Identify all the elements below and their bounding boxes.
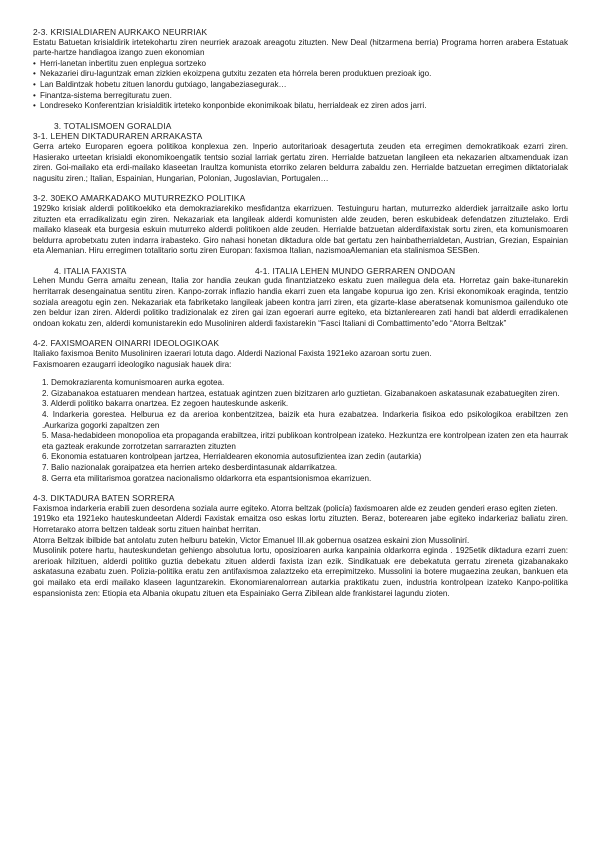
list-item: • Finantza-sistema berregituratu zuen.	[33, 91, 568, 102]
section-2-3-intro: Estatu Batuetan krisialdirik irtetekohartu ziren neurriek arazoak areagotu zituzten. New Deal (hitzarmena berria) Programa horren arabera Estatuak parte-hartze handiagoa izango zuen ekonomian	[33, 37, 568, 58]
list-item: 6. Ekonomia estatuaren kontrolpean jartzea, Herrialdearen ekonomia autosufizientea izan zedin (autarkia)	[42, 452, 422, 462]
section-4-1-text: Lehen Mundu Gerra amaitu zenean, Italia zor handia zeukan guda finantziatzeko eskatu zuen mailegua dela eta. Horretaz gain bake-itunarekin herritarrak desengainatua sentitu ziren. Kanpo-zorrak inflazio handia ekarri zuen eta langabe kopurua igo zen. Krisi ekonomikoak eraginda, tentzio soziala areagotu egin zen. Nekazariak eta fabriketako langileak jabeen kontra jarri ziren, eta gizarte-klase aberatsenak komunismoa gailenduko ote zen beldur izan ziren. Alderdi politiko tradizionalak ez ziren gai izan egoerari aurre egiteko, eta biztanlerearen zati handi bat alderdi erradikalenen ondoan kokatu zen, alderdi komunistarekin edo Musoliniren alderdi faxistarekin “Fasci Italiani di Combattimento”edo “Atorra Beltzak”	[33, 276, 568, 328]
section-4-2-heading: 4-2. FAXISMOAREN OINARRI IDEOLOGIKOAK	[33, 338, 220, 349]
list-item: 3. Alderdi politiko bakarra onartzea. Ez zegoen hauteskunde askerik.	[42, 399, 289, 409]
section-4-3-para: Musolinik potere hartu, hauteskundetan gehiengo absolutua lortu, oposizioaren aurka kanpainia oldarkorra eginda . 1925etik diktadura ezarri zuen: arerioak hilzituen, alderdi politiko guztia debekatu zituen alderdi faxista izan ezik. Sindikatuak ere debekatuta gerratu zireneta gizabanakako askatasuna ezabatu zuen. Polizia-politika eratu zen antifaxismoa zalaztzeko eta errepimitzeko. Mussolini ia botere mugaezina zeukan, bankuen eta goi mailako eta erdi mailako klaseen laguntzarekin. Ekonomiarenalorrean autarkia praktikatu zuen, industria kontrolpean izateko Kanpo-politika espansionista zen: Etiopia eta Albania okupatu zituen eta Espainiako Gerra Zibilean alde frankistarei lagundu zioten.	[33, 546, 568, 598]
list-item: • Nekazariei diru-laguntzak eman zizkien ekoizpena gutxitu zezaten eta hórrela beren produktuen prezioak igo.	[33, 69, 568, 80]
section-3-1-heading: 3-1. LEHEN DIKTADURAREN ARRAKASTA	[33, 131, 203, 142]
section-3-title: 3. TOTALISMOEN GORALDIA	[54, 120, 172, 131]
section-4-title: 4. ITALIA FAXISTA	[54, 265, 127, 276]
section-4-2-intro: Italiako faxismoa Benito Musoliniren izaerari lotuta dago. Alderdi Nazional Faxista 1921eko azaroan sortu zuen.	[33, 349, 432, 359]
list-item: • Herri-lanetan inbertitu zuen enplegua sortzeko	[33, 59, 568, 70]
list-item: • Lan Baldintzak hobetu zituen lanordu gutxiago, langabeziasegurak…	[33, 80, 568, 91]
section-4-3-para: 1919ko eta 1921eko hauteskundeetan Alderdi Faxistak emaitza oso eskas lortu zituzten. Beraz, boterearen jabe egiteko indarkeriaz baliatu ziren. Horretarako atorra beltzen taldeak sortu zituen hainbat herritan.	[33, 514, 568, 534]
list-item: 2. Gizabanakoa estatuaren mendean hartzea, estatuak agintzen zuen bizitzaren arlo guztietan. Gizabanakoen askatasunak ezabatuegiten ziren.	[42, 388, 560, 398]
list-item: 4. Indarkeria gorestea. Helburua ez da arerioa konbentzitzea, baizik eta hura ezabatzea. Indarkeria fisikoa edo psikologikoa erabiltzen zen .Aurkariza gogorki zapaltzen zen	[42, 410, 568, 430]
section-4-3-para: Atorra Beltzak ibilbide bat antolatu zuten helburu batekin, Victor Emanuel III.ak gobernua osatzea eskaini zion Mussolinirí.	[33, 535, 470, 545]
list-item: • Londreseko Konferentzian krisialditik irteteko konponbide ekonimikoak bilatu, herrialdeak ez ziren ados jarri.	[33, 101, 568, 112]
list-item: 5. Masa-hedabideen monopolioa eta propaganda erabiltzea, iritzi publikoan kontrolpean izateko. Hezkuntza ere kontrolpean izaten zen eta haurrak eta gazteak erakunde zorrotzetan sarrarazten zituzten	[42, 431, 568, 451]
list-item: 8. Gerra eta militarismoa goratzea nacionalismo oldarkorra eta espantsionismoa ekarrizuen.	[42, 473, 372, 483]
list-item: 7. Balio nazionalak goraipatzea eta herrien artekо desberdintasunak aldarrikatzea.	[42, 462, 338, 472]
section-3-1-text: Gerra arteko Europaren egoera politikoa konplexua zen. Inperio autoritarioak desagertuta zeuden eta erregimen demokratikoak ezarri ziren. Hasierako urteetan krisialdi ekonomikoengatik tentsio sozial larriak gertatu ziren. Herrialde batzuetan langileen eta nekazarien altxamenduak izan ziren. Goi-mailako eta erdi-mailako klaseetan Iraultza komunista etorriko zelaren beldurra zabaldu zen. Herrialde batzuetan erregimen diktatorialak nagusitu ziren.; Italian, Espainian, Hungarian, Polonian, Jugoslavian, Portugalen…	[33, 141, 568, 183]
document-page	[33, 27, 568, 599]
section-3-2-text: 1929ko krisiak alderdi politikoekiko eta demokraziarekiko mesfidantza ekarrizuen. Testuinguru hartan, muturrezko alderdiek jarraitzaile asko lortu zituzten eta erradikalizatu egin ziren. Nekazariak eta langileak alderdi komunisten alde zeuden, beren eskubideak defendatzen zituztelako. Erdi mailako klaseak eta burgesia eskuin muturreko alderdi politikoen alde zeuden. Herrialde batzuetan alderdifaxistak sortu ziren, eta komunismoaren beldurra aprobetxatu zuten indarra irabasteko. Giro nahasi honetan diktadura olde bat gertatu zen hainbatherrialdetan, Austrian, Grezian, Espainian eta Alemanian. Hiru erregimen totalitario sortu ziren Europan: faxismoa Italian, nazismoaAlemanian eta stalinismoa SESBen.	[33, 203, 568, 256]
ideology-list	[33, 378, 568, 484]
section-4-2-intro-2: Faxismoaren ezaugarri ideologiko nagusiak hauek dira:	[33, 359, 232, 369]
section-2-3-bullets	[33, 59, 568, 112]
section-2-3-heading: 2-3. KRISIALDIAREN AURKAKO NEURRIAK	[33, 27, 208, 37]
section-3-2-heading: 3-2. 30EKO AMARKADAKO MUTURREZKO POLITIKA	[33, 193, 246, 204]
section-4-1-heading: 4-1. ITALIA LEHEN MUNDO GERRAREN ONDOAN	[255, 265, 456, 276]
section-4-3-para: Faxismoa indarkeria erabili zuen desordena soziala aurre egiteko. Atorra beltzak (policía) faxismoaren alde ez zeuden genderi eraso egiten zieten.	[33, 503, 558, 513]
section-4-3-heading: 4-3. DIKTADURA BATEN SORRERA	[33, 493, 175, 504]
section-4-heading-row	[33, 266, 568, 277]
list-item: 1. Demokraziarenta komunismoaren aurka egotea.	[42, 378, 225, 388]
